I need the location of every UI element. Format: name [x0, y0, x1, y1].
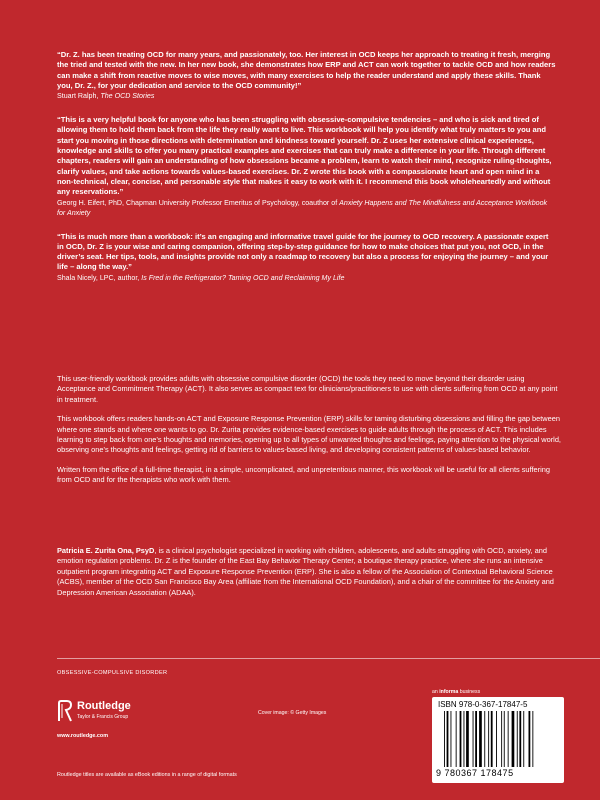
isbn-barcode-box — [432, 697, 564, 783]
publisher-url[interactable]: www.routledge.com — [57, 733, 109, 739]
cover-credit: Cover image: © Getty Images — [258, 710, 327, 716]
endorsement-text: “This is a very helpful book for anyone who has been struggling with obsessive-compulsive tendencies – and who is sick and tired of allowing them to hold them back from the life they really want to live. This workbook will help you identify what truly matters to you and start you moving in those directions with determination and kindness toward yourself. Dr. Z uses her extensive clinical experiences, knowledge and skills to offer you many practical examples and exercises that can truly make a difference in your life. Through different chapters, readers will gain an understanding of how obsessions became a problem, learn to watch their mind, recognize ruling-thoughts, clarify values, and take actions towards values-based exercises. Dr. Z wrote this book with a compassionate heart and open mind in a non-technical, clear, concise, and personable style that makes it easy to work with it. I recommend this book wholeheartedly and without any reservations.” — [57, 115, 552, 197]
barcode-icon — [444, 711, 554, 769]
description-paragraph: This workbook offers readers hands-on ACT and Exposure Response Prevention (ERP) skills for taming disturbing obsessions and filling the gap between where one stands and where one wants to go. Dr. Zurita provides evidence-based exercises to guide adults through the process of ACT. This includes learning to step back from one’s thoughts and memories, opening up to all types of unwanted thoughts and feelings, paying attention to the physical world, observing one’s thoughts and feelings, getting rid of barriers to values-based living, and developing consistent patterns of values-based behavior. — [57, 414, 561, 455]
subject-category: OBSESSIVE-COMPULSIVE DISORDER — [57, 670, 168, 676]
endorsement-author: Shala Nicely, LPC, author, Is Fred in the Refrigerator? Taming OCD and Reclaiming My Life — [57, 273, 345, 282]
author-bio: Patricia E. Zurita Ona, PsyD, is a clinical psychologist specialized in working with children, adolescents, and adults struggling with OCD, anxiety, and emotion regulation problems. Dr. Z is the founder of the East Bay Behavior Therapy Center, a boutique therapy practice, where she runs an intensive outpatient program integrating ACT and Exposure Response Prevention (ERP). She is also a fellow of the Association of Contextual Behavioral Science (ACBS), member of the OCD San Francisco Bay Area (affiliate from the International OCD Foundation), and a chair of the committee for the Anxiety and Depression American Association (ADAA). — [57, 546, 554, 597]
publisher-name: Routledge — [77, 700, 131, 712]
footer-divider — [57, 658, 600, 659]
description-paragraph: This user-friendly workbook provides adults with obsessive compulsive disorder (OCD) the tools they need to move beyond their disorder using Acceptance and Commitment Therapy (ACT). It also serves as compact text for clinicians/practitioners to use with clients suffering from OCD at any point in treatment. — [57, 374, 558, 404]
description-paragraph: Written from the office of a full-time therapist, in a simple, uncomplicated, and unpretentious manner, this workbook will be useful for all clients suffering from OCD and for the therapists who work with them. — [57, 464, 550, 485]
publisher-group: Taylor & Francis Group — [77, 714, 129, 720]
isbn-label: ISBN 978-0-367-17847-5 — [438, 700, 528, 709]
routledge-logo-icon — [57, 700, 73, 722]
book-description — [57, 374, 562, 495]
endorsements — [57, 50, 557, 297]
endorsement-2 — [57, 115, 557, 217]
endorsement-author: Georg H. Eifert, PhD, Chapman University Professor Emeritus of Psychology, coauthor of Anxiety Happens and The Mindfulness and Acceptance Workbook for Anxiety — [57, 198, 548, 217]
endorsement-1 — [57, 50, 557, 101]
informa-tagline: an informa business — [432, 689, 481, 695]
endorsement-text: “Dr. Z. has been treating OCD for many years, and passionately, too. Her interest in OCD keeps her approach to treating it fresh, merging the tried and tested with the new. In her new book, she demonstrates how ERP and ACT can work together to tackle OCD and how readers can make a shift from reactive moves to wise moves, with many exercises to help the reader understand and apply these skills. Thank you, Dr. Z., for your dedication and service to the OCD community!” — [57, 50, 556, 90]
barcode-number: 9 780367 178475 — [436, 768, 514, 778]
publisher-logo — [57, 700, 197, 732]
endorsement-author: Stuart Ralph, The OCD Stories — [57, 92, 155, 101]
endorsement-3 — [57, 232, 557, 283]
ebook-note: Routledge titles are available as eBook editions in a range of digital formats — [57, 772, 237, 778]
endorsement-text: “This is much more than a workbook: it’s an engaging and informative travel guide for the journey to OCD recovery. A passionate expert in OCD, Dr. Z is your wise and caring companion, offering step-by-step guidance for how to make choices that put you, not OCD, in the driver’s seat. Her tips, tools, and insights provide not only a roadmap to recovery but also a process for enjoying the journey – and your life – along the way.” — [57, 231, 549, 272]
author-name: Patricia E. Zurita Ona, PsyD — [57, 546, 155, 555]
